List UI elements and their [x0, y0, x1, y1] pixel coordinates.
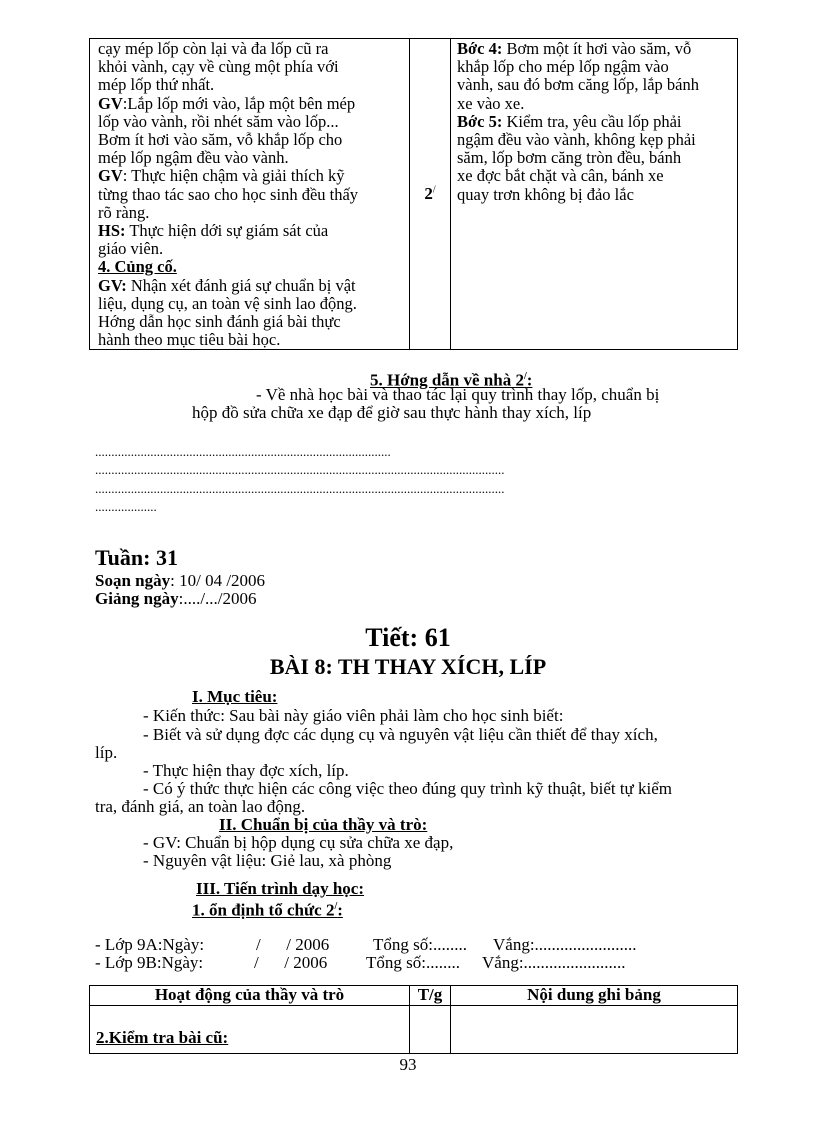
board-content-cell: [451, 39, 738, 350]
text-line: : Thực hiện chậm và giải thích kỹ: [122, 166, 345, 186]
text-line: quay trơn không bị đảo lắc: [457, 184, 634, 204]
text-line: :Lắp lốp mới vào, lắp một bên mép: [122, 93, 356, 113]
role-label-hs: HS:: [98, 221, 126, 241]
old-lesson-check-cell: 2.Kiểm tra bài cũ:: [90, 1006, 410, 1054]
header-activity: Hoạt động của thầy và trò: [90, 986, 410, 1006]
attendance-row-9b: - Lớp 9B:Ngày: / / 2006 Tổng số:........ Vắng:........................: [95, 953, 626, 972]
section-heading-cung-co: 4. Củng cố.: [98, 257, 177, 277]
time-cell: [410, 1006, 451, 1054]
objective-line: - Thực hiện thay đợc xích, líp.: [143, 761, 349, 780]
text-line: Nhận xét đánh giá sự chuẩn bị vật: [126, 275, 356, 295]
text-line: Hớng dẫn học sinh đánh giá bài thực: [98, 312, 341, 332]
teaching-date: Giảng ngày:..../.../2006: [95, 589, 257, 608]
header-time: T/g: [410, 986, 451, 1006]
text-line: lốp vào vành, rồi nhét săm vào lốp...: [98, 111, 339, 131]
homework-line-2: hộp đồ sửa chữa xe đạp để giờ sau thực hành thay xích, líp: [192, 403, 592, 422]
text-line: giáo viên.: [98, 239, 164, 259]
board-content-cell: [451, 1006, 738, 1054]
homework-heading: 5. Hớng dẫn về nhà 2/:: [370, 370, 533, 390]
text-line: cạy mép lốp còn lại và đa lốp cũ ra: [98, 39, 329, 58]
lesson-period: Tiết: 61: [365, 623, 451, 652]
text-line: Thực hiện dới sự giám sát của: [125, 221, 329, 241]
role-label-gv: GV: [98, 93, 123, 113]
activity-table-continued: [89, 38, 738, 350]
week-label: Tuần: 31: [95, 545, 178, 570]
objective-line: tra, đánh giá, an toàn lao động.: [95, 797, 306, 816]
text-line: săm, lốp bơm căng tròn đều, bánh: [457, 148, 682, 168]
preparation-line: - Nguyên vật liệu: Giẻ lau, xà phòng: [143, 851, 392, 870]
objective-line: - Có ý thức thực hiện các công việc theo đúng quy trình kỹ thuật, biết tự kiểm: [143, 779, 673, 798]
teacher-student-activity-cell: [90, 39, 410, 350]
objectives-heading: I. Mục tiêu:: [192, 687, 278, 706]
dotted-line: ...................: [95, 499, 157, 514]
objective-line: - Kiến thức: Sau bài này giáo viên phải làm cho học sinh biết:: [143, 706, 564, 725]
role-label-gv: GV: [98, 166, 123, 186]
class-organization-heading: 1. ổn định tổ chức 2/:: [192, 900, 343, 920]
text-line: vành, sau đó bơm căng lốp, lắp bánh: [457, 75, 699, 95]
lesson-title: BÀI 8: TH THAY XÍCH, LÍP: [269, 654, 547, 679]
text-line: ngậm đều vào vành, không kẹp phải: [457, 130, 696, 150]
homework-line-1: - Về nhà học bài và thao tác lại quy trình thay lốp, chuẩn bị: [256, 385, 660, 404]
preparation-line: - GV: Chuẩn bị hộp dụng cụ sửa chữa xe đạp,: [143, 833, 454, 852]
activity-table: [89, 985, 738, 1054]
objective-line: líp.: [95, 743, 118, 762]
time-value: 2: [424, 184, 433, 204]
step-label: Bớc 4:: [457, 39, 503, 58]
objective-line: - Biết và sử dụng đợc các dụng cụ và nguyên vật liệu cần thiết để thay xích,: [143, 725, 658, 744]
attendance-row-9a: - Lớp 9A:Ngày: / / 2006 Tổng số:........ Vắng:........................: [95, 935, 637, 954]
header-board-content: Nội dung ghi bảng: [451, 986, 738, 1006]
time-cell: [410, 39, 451, 350]
dotted-line: ...........................................................................................: [95, 444, 391, 459]
text-line: khắp lốp cho mép lốp ngậm vào: [457, 57, 669, 77]
text-line: hành theo mục tiêu bài học.: [98, 330, 281, 350]
preparation-heading: II. Chuẩn bị của thầy và trò:: [219, 815, 428, 834]
dotted-line: ..............................................................................................................................: [95, 462, 505, 477]
text-line: từng thao tác sao cho học sinh đều thấy: [98, 184, 359, 204]
page-number: 93: [399, 1055, 417, 1074]
text-line: xe vào xe.: [457, 93, 525, 113]
text-line: Kiểm tra, yêu cầu lốp phải: [502, 111, 682, 131]
text-line: xe đợc bắt chặt và cân, bánh xe: [457, 166, 664, 186]
role-label-gv: GV:: [98, 275, 127, 295]
time-unit: /: [432, 184, 436, 196]
text-line: khỏi vành, cạy về cùng một phía với: [98, 57, 339, 77]
prepared-date: Soạn ngày: 10/ 04 /2006: [95, 571, 266, 590]
dotted-line: ..............................................................................................................................: [95, 481, 505, 496]
text-line: rõ ràng.: [98, 202, 150, 222]
text-line: Bơm ít hơi vào săm, vỗ khắp lốp cho: [98, 130, 343, 150]
text-line: mép lốp ngậm đều vào vành.: [98, 148, 289, 168]
text-line: liệu, dụng cụ, an toàn vệ sinh lao động.: [98, 293, 357, 313]
text-line: mép lốp thứ nhất.: [98, 75, 215, 95]
text-line: Bơm một ít hơi vào săm, vỗ: [502, 39, 692, 58]
process-heading: III. Tiến trình dạy học:: [196, 879, 364, 898]
step-label: Bớc 5:: [457, 111, 503, 131]
